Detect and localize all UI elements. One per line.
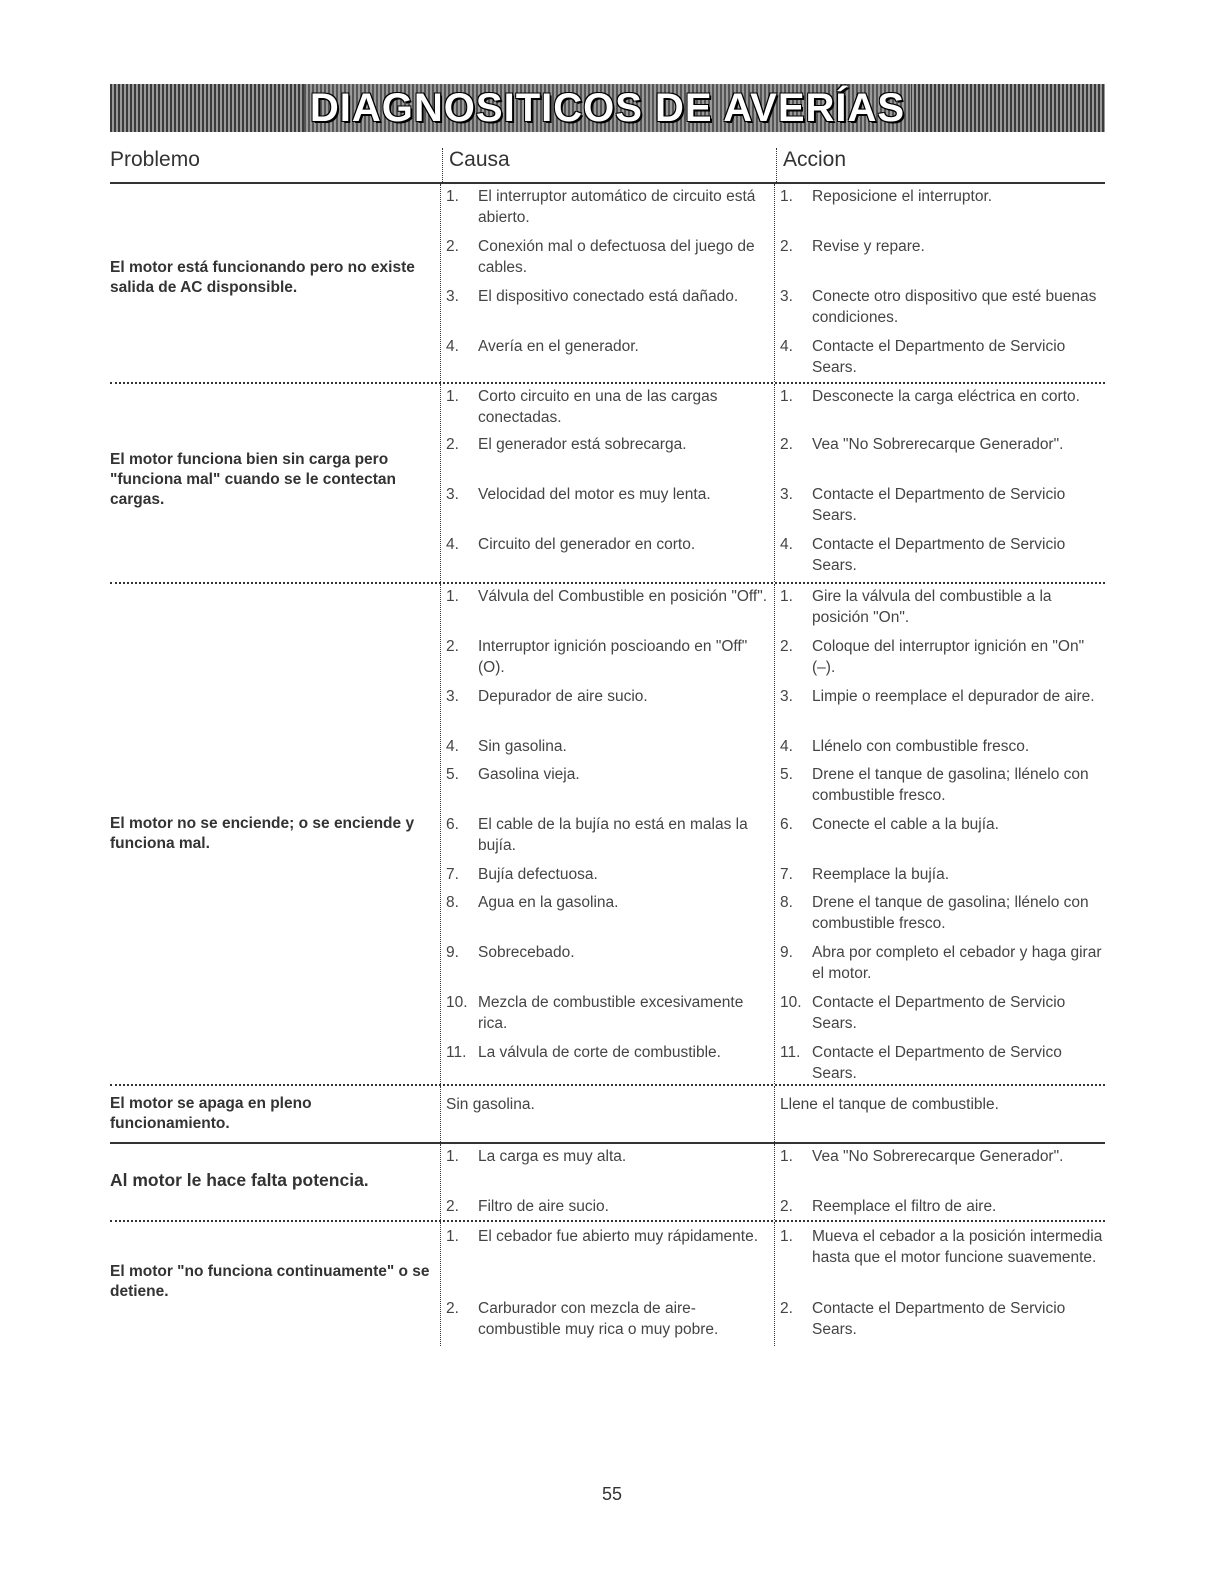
action-item: 2. Vea "No Sobrerecarque Generador". (780, 436, 1064, 453)
problem-cell: El motor no se enciende; o se enciende y funciona mal. (110, 815, 415, 852)
cause-item: 1. Válvula del Combustible en posición "Off". (446, 588, 768, 605)
action-item: 2. Revise y repare. (780, 238, 925, 255)
action-item: 7. Reemplace la bujía. (780, 866, 949, 883)
page-title: DIAGNOSITICOS DE AVERÍAS (304, 84, 911, 132)
action-item: 1. Vea "No Sobrerecarque Generador". (780, 1148, 1064, 1165)
action-item: 2. Reemplace el filtro de aire. (780, 1198, 997, 1215)
cause-item: 3. Depurador de aire sucio. (446, 688, 648, 705)
action-item: 8. Drene el tanque de gasolina; llénelo con combustible fresco. (780, 894, 1089, 932)
action-item: 4. Contacte el Departmento de Servicio Sears. (780, 338, 1066, 376)
table-row (110, 1086, 1105, 1144)
action-item: 1. Reposicione el interruptor. (780, 188, 993, 205)
action-item: Llene el tanque de combustible. (780, 1096, 999, 1113)
action-item: 5. Drene el tanque de gasolina; llénelo con combustible fresco. (780, 766, 1089, 804)
cause-item: 11. La válvula de corte de combustible. (446, 1044, 721, 1061)
table-row (110, 1222, 1105, 1346)
problem-cell: Al motor le hace falta potencia. (110, 1170, 369, 1190)
cause-item: 3. El dispositivo conectado está dañado. (446, 288, 739, 305)
table-row (110, 584, 1105, 1086)
problem-cell: El motor está funcionando pero no existe salida de AC disponsible. (110, 259, 415, 296)
cause-item: 4. Circuito del generador en corto. (446, 536, 696, 553)
cause-item: 3. Velocidad del motor es muy lenta. (446, 486, 711, 503)
cause-item: 1. El interruptor automático de circuito está abierto. (446, 188, 756, 226)
problem-cell: El motor se apaga en pleno funcionamiento. (110, 1095, 312, 1132)
action-item: 4. Llénelo con combustible fresco. (780, 738, 1030, 755)
cause-item: 2. Interruptor ignición poscioando en "Off" (O). (446, 638, 748, 676)
action-item: 1. Gire la válvula del combustible a la posición "On". (780, 588, 1052, 626)
action-item: 9. Abra por completo el cebador y haga girar el motor. (780, 944, 1102, 982)
action-item: 6. Conecte el cable a la bujía. (780, 816, 999, 833)
table-row (110, 1144, 1105, 1222)
action-item: 2. Contacte el Departmento de Servicio Sears. (780, 1300, 1066, 1338)
cause-item: 1. El cebador fue abierto muy rápidamente. (446, 1228, 759, 1245)
cause-item: 2. Filtro de aire sucio. (446, 1198, 609, 1215)
cause-item: 7. Bujía defectuosa. (446, 866, 598, 883)
cause-item: 10. Mezcla de combustible excesivamente rica. (446, 994, 744, 1032)
table-header (110, 146, 1105, 184)
cause-item: 6. El cable de la bujía no está en malas la bujía. (446, 816, 748, 854)
problem-cell: El motor funciona bien sin carga pero "funciona mal" cuando se le contectan cargas. (110, 451, 397, 508)
action-item: 3. Conecte otro dispositivo que esté buenas condiciones. (780, 288, 1097, 326)
title-banner (110, 84, 1105, 132)
action-item: 4. Contacte el Departmento de Servicio Sears. (780, 536, 1066, 574)
header-cause: Causa (442, 148, 510, 182)
page-number: 55 (601, 1484, 623, 1504)
table-row (110, 384, 1105, 584)
cause-item: 1. Corto circuito en una de las cargas conectadas. (446, 388, 718, 426)
action-item: 3. Contacte el Departmento de Servicio Sears. (780, 486, 1066, 524)
cause-item: 4. Sin gasolina. (446, 738, 567, 755)
cause-item: 9. Sobrecebado. (446, 944, 575, 961)
action-item: 2. Coloque del interruptor ignición en "On" (–). (780, 638, 1085, 676)
action-item: 1. Mueva el cebador a la posición intermedia hasta que el motor funcione suavemente. (780, 1228, 1103, 1266)
cause-item: 5. Gasolina vieja. (446, 766, 580, 783)
cause-item: 4. Avería en el generador. (446, 338, 639, 355)
problem-cell: El motor "no funciona continuamente" o se detiene. (110, 1263, 430, 1300)
cause-item: 2. Carburador con mezcla de aire-combustible muy rica o muy pobre. (446, 1300, 719, 1338)
action-item: 3. Limpie o reemplace el depurador de aire. (780, 688, 1095, 705)
header-action: Accion (776, 148, 846, 182)
table-row (110, 184, 1105, 384)
cause-item: Sin gasolina. (446, 1096, 535, 1113)
action-item: 10. Contacte el Departmento de Servicio Sears. (780, 994, 1066, 1032)
cause-item: 1. La carga es muy alta. (446, 1148, 627, 1165)
action-item: 11. Contacte el Departmento de Servico Sears. (780, 1044, 1062, 1082)
cause-item: 2. Conexión mal o defectuosa del juego de cables. (446, 238, 755, 276)
header-problem: Problemo (110, 148, 200, 171)
action-item: 1. Desconecte la carga eléctrica en corto. (780, 388, 1080, 405)
cause-item: 2. El generador está sobrecarga. (446, 436, 687, 453)
cause-item: 8. Agua en la gasolina. (446, 894, 619, 911)
